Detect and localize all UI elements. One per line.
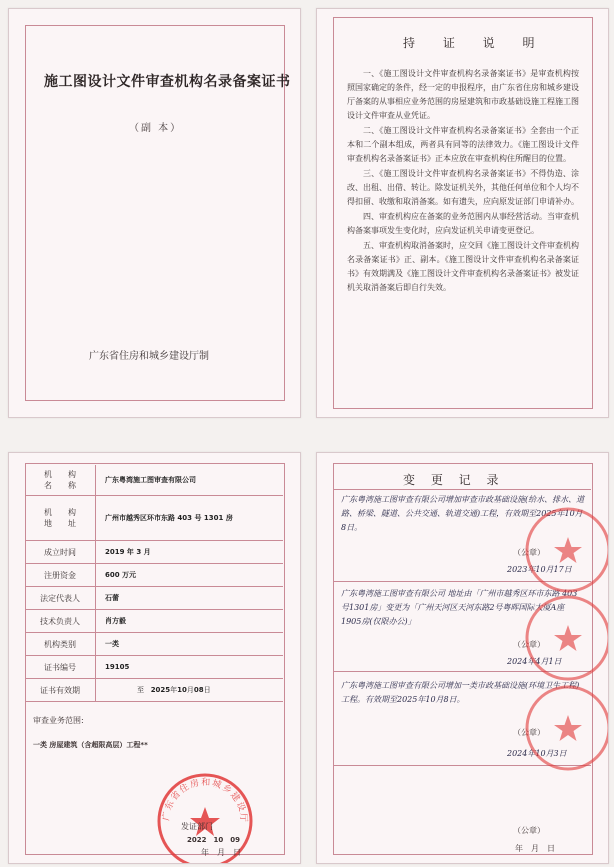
institution-name-value: 广东粤湾施工图审查有限公司 bbox=[105, 476, 196, 484]
cover-page bbox=[8, 8, 301, 418]
row-label: 证书有效期 bbox=[25, 679, 96, 701]
row-label: 机构类别 bbox=[25, 633, 96, 655]
issuing-dept-label: 发证部门 bbox=[181, 822, 213, 831]
validity-month-suffix: 月 bbox=[186, 686, 194, 694]
change-entry: 广东粤湾施工图审查有限公司 地址由「广州市越秀区环市东路 403号1301房」变更为「广州天河区天河东路2号粤晖国际大厦A座 1905房(仅限办公)」 bbox=[341, 589, 578, 626]
issuer-name: 广东省住房和城乡建设厅制 bbox=[89, 351, 209, 362]
table-row bbox=[25, 496, 283, 541]
info-page bbox=[8, 452, 301, 864]
table-row bbox=[25, 633, 283, 656]
scope-value: 一类 房屋建筑（含超限高层）工程** bbox=[33, 741, 148, 749]
row-label: 机 构 地 址 bbox=[25, 496, 96, 540]
change-entry: 广东粤湾施工图审查有限公司增加一类市政基础设施(环境卫生工程)工程。有效期至2025年10月8日。 bbox=[341, 681, 580, 704]
table-row bbox=[25, 564, 283, 587]
tech-lead-value: 肖方毅 bbox=[105, 617, 126, 625]
table-row bbox=[25, 679, 283, 702]
info-table bbox=[25, 465, 283, 705]
validity-prefix: 至 bbox=[137, 686, 144, 694]
validity-day: 08 bbox=[193, 686, 204, 694]
row-label: 机 构 名 称 bbox=[25, 465, 96, 495]
copy-subtitle: （副 本） bbox=[129, 123, 183, 134]
entry-date: 2024年10月3日 bbox=[507, 749, 567, 758]
address-value: 广州市越秀区环市东路 403 号 1301 房 bbox=[105, 514, 233, 522]
category-value: 一类 bbox=[105, 640, 119, 648]
official-seal-icon bbox=[523, 593, 609, 683]
scope-label: 审查业务范围: bbox=[33, 716, 84, 725]
table-row bbox=[25, 656, 283, 679]
seal-text: 广东省住房和城乡建设厅 bbox=[161, 777, 249, 824]
instructions-heading: 持 证 说 明 bbox=[403, 36, 547, 50]
cert-number-value: 19105 bbox=[105, 663, 130, 671]
instruction-paragraph: 五、审查机构取消备案时，应交回《施工图设计文件审查机构名录备案证书》正、副本。《施工图设计文件审查机构名录备案证书》有效期满及《施工图设计文件审查机构名录备案证书》被发证机关取消备案后即自行失效。 bbox=[347, 241, 579, 292]
validity-year-suffix: 年 bbox=[170, 686, 178, 694]
instructions-page bbox=[316, 8, 609, 418]
validity-value bbox=[137, 679, 211, 701]
row-label: 法定代表人 bbox=[25, 587, 96, 609]
issue-date: 2022 10 09 bbox=[187, 836, 240, 844]
instruction-paragraph: 四、审查机构应在备案的业务范围内从事经营活动。当审查机构备案事项发生变化时，应向发证机关申请变更登记。 bbox=[347, 212, 579, 235]
official-seal-icon bbox=[523, 683, 609, 773]
changes-heading: 变 更 记 录 bbox=[403, 473, 505, 487]
table-row bbox=[25, 465, 283, 496]
validity-month: 10 bbox=[177, 686, 187, 694]
legal-rep-value: 石蕾 bbox=[105, 594, 119, 602]
bottom-date-labels: 年 月 日 bbox=[515, 844, 555, 853]
issue-date-labels: 年 月 日 bbox=[201, 848, 241, 857]
row-label: 成立时间 bbox=[25, 541, 96, 563]
instruction-paragraph: 一、《施工图设计文件审查机构名录备案证书》是审查机构按照国家确定的条件，经一定的申报程序，由广东省住房和城乡建设厅备案的从事相应业务范围的房屋建筑和市政基础设施工程施工图设计文件审查从业凭证。 bbox=[347, 69, 579, 120]
entry-seal: （公章） bbox=[513, 728, 545, 737]
validity-day-suffix: 日 bbox=[203, 686, 211, 694]
established-value: 2019 年 3 月 bbox=[105, 548, 151, 556]
validity-year: 2025 bbox=[150, 686, 171, 694]
change-entry: 广东粤湾施工图审查有限公司增加审查市政基础设施(给水、排水、道路、桥梁、隧道、公共交通、轨道交通)工程，有效期至2025年10月8日。 bbox=[341, 495, 585, 532]
entry-seal: （公章） bbox=[513, 640, 545, 649]
registered-capital-value: 600 万元 bbox=[105, 571, 137, 579]
entry-date: 2023年10月17日 bbox=[507, 565, 572, 574]
table-row bbox=[25, 610, 283, 633]
table-row bbox=[25, 587, 283, 610]
table-row bbox=[25, 541, 283, 564]
entry-seal: （公章） bbox=[513, 548, 545, 557]
heading-divider bbox=[333, 489, 591, 490]
official-seal-icon bbox=[523, 505, 609, 595]
changes-page bbox=[316, 452, 609, 864]
entry-date: 2024年4月1日 bbox=[507, 657, 562, 666]
certificate-title: 施工图设计文件审查机构名录备案证书 bbox=[44, 74, 291, 90]
instructions-body bbox=[347, 67, 579, 296]
row-label: 技术负责人 bbox=[25, 610, 96, 632]
row-label: 证书编号 bbox=[25, 656, 96, 678]
instruction-paragraph: 三、《施工图设计文件审查机构名录备案证书》不得伪造、涂改、出租、出借、转让。除发证机关外，其他任何单位和个人均不得扣留、收缴和取消备案。如有遗失，应向原发证部门申请补办。 bbox=[347, 169, 579, 206]
instruction-paragraph: 二、《施工图设计文件审查机构名录备案证书》全套由一个正本和二个副本组成，两者具有同等的法律效力。《施工图设计文件审查机构名录备案证书》正本应放在审查机构住所醒目的位置。 bbox=[347, 126, 579, 163]
row-label: 注册资金 bbox=[25, 564, 96, 586]
bottom-seal-label: （公章） bbox=[513, 826, 545, 835]
